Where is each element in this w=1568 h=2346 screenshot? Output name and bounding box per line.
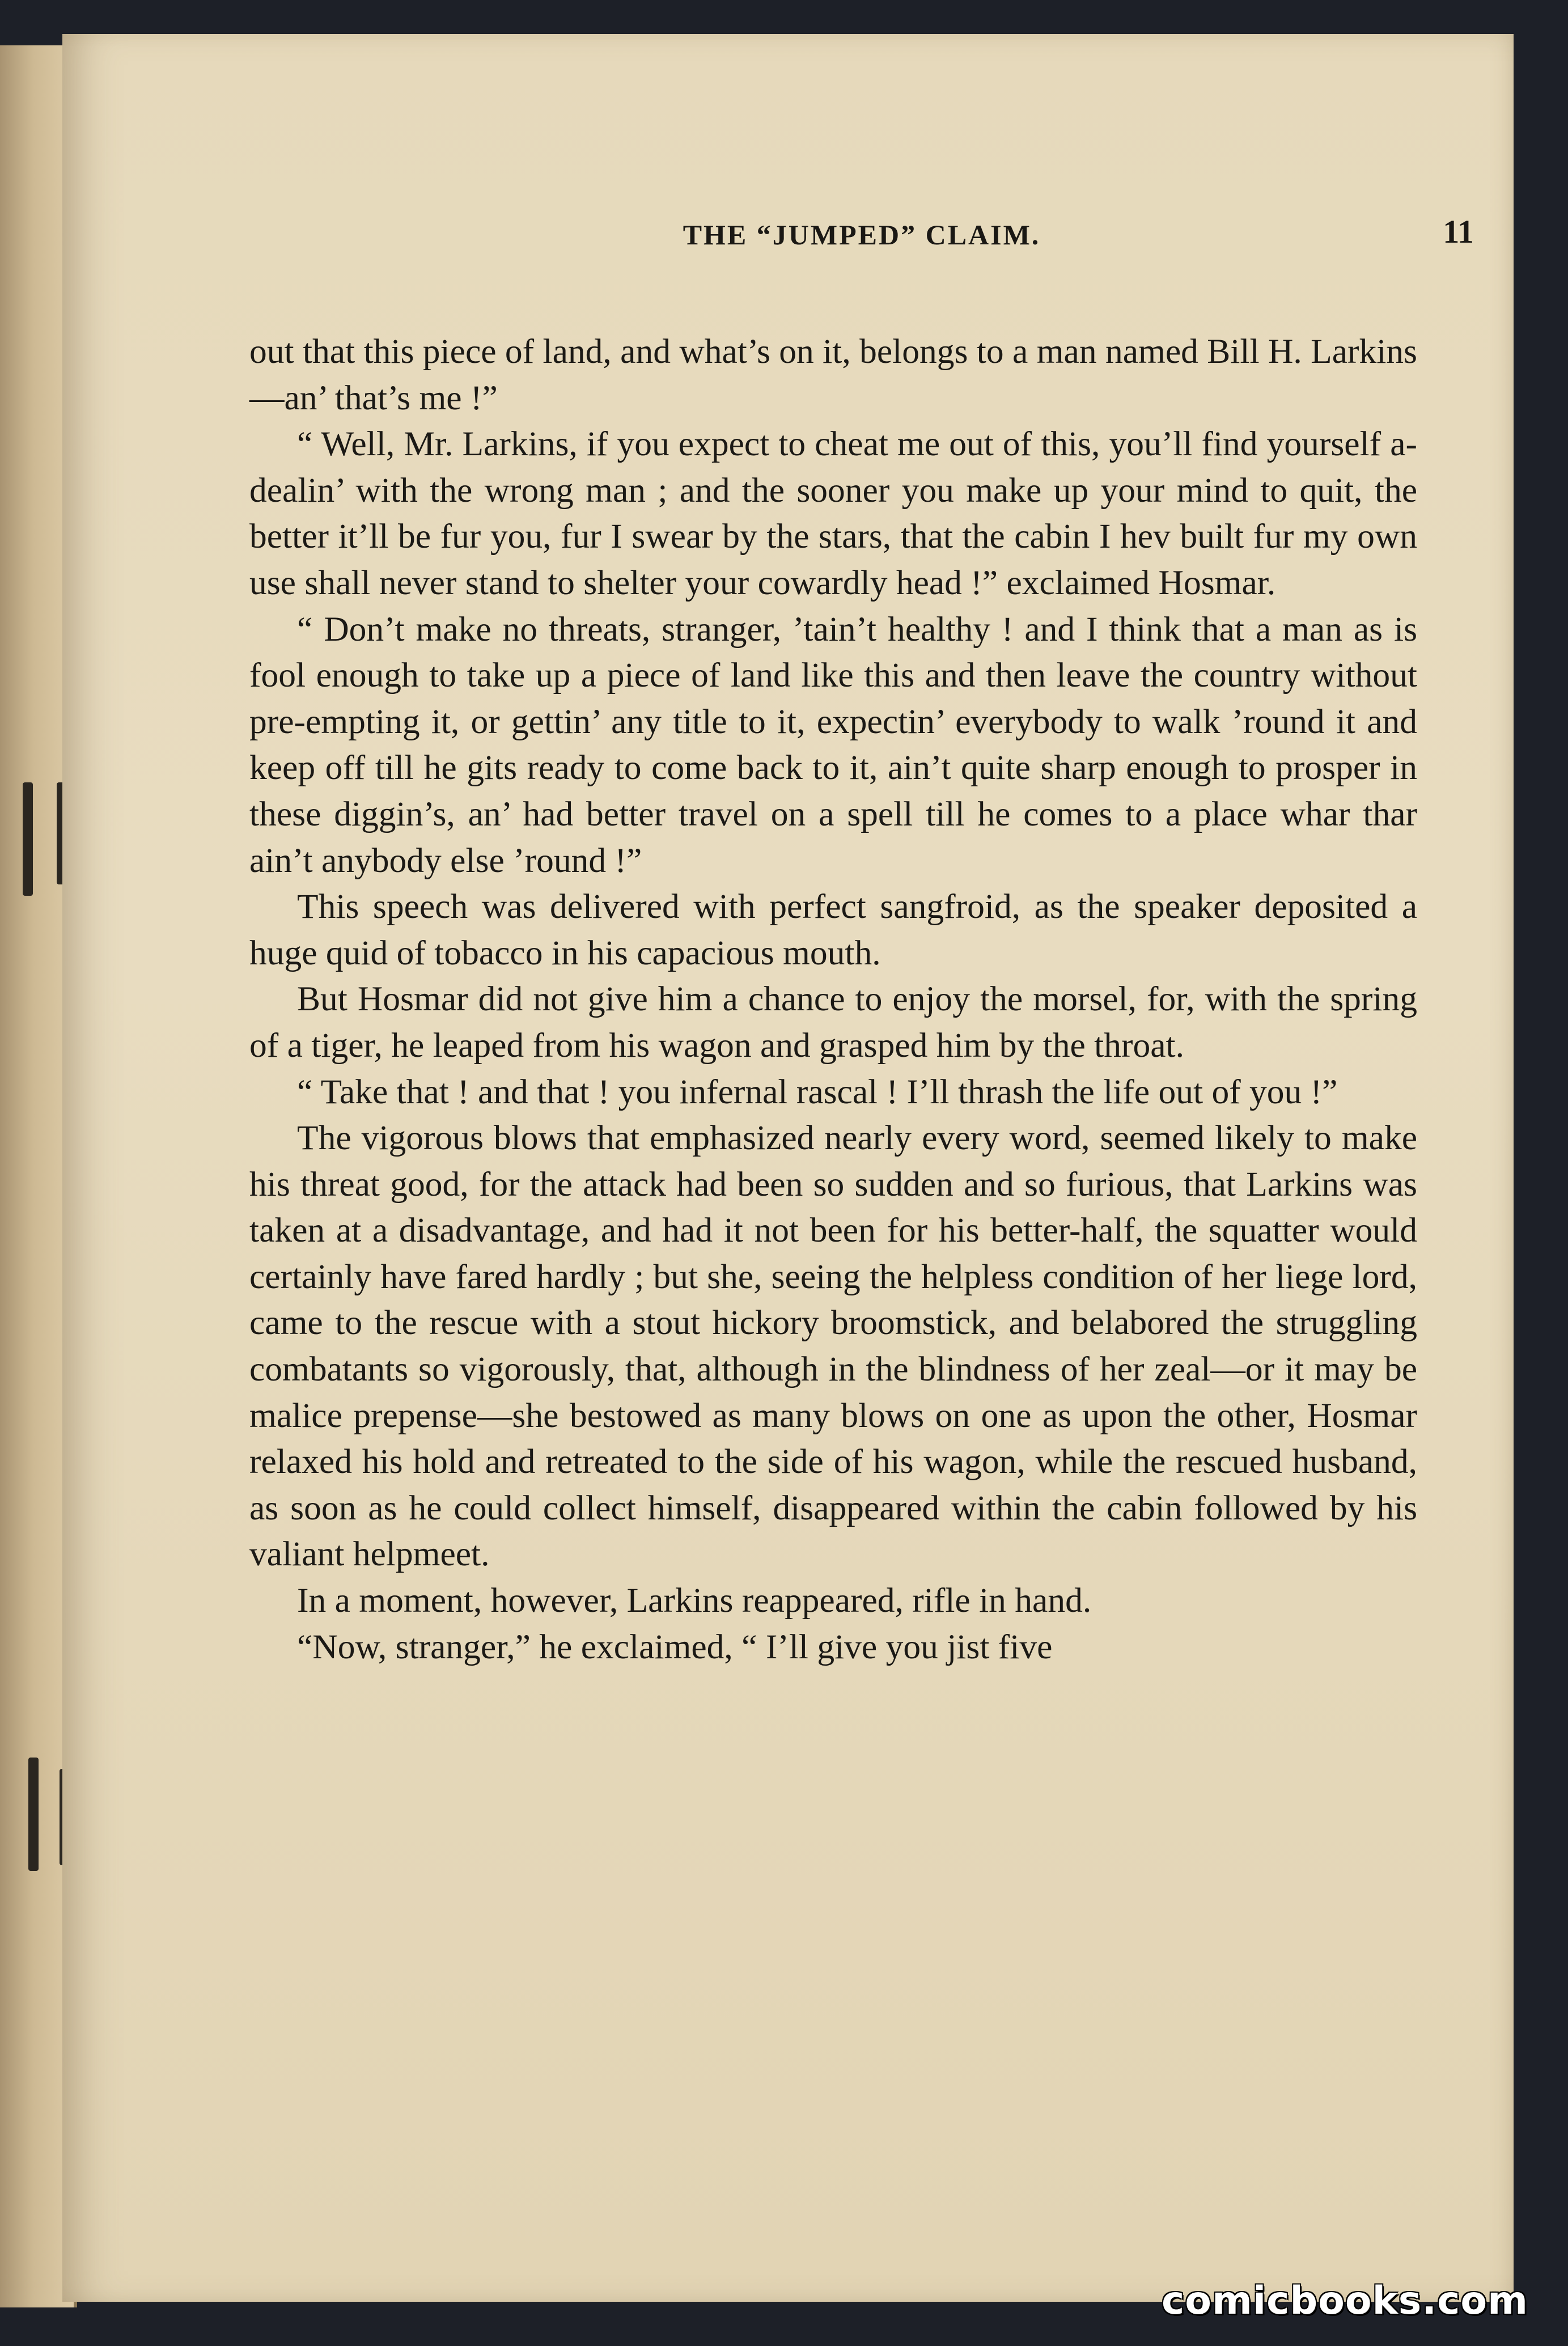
body-text bbox=[249, 329, 1417, 1670]
page-number: 11 bbox=[1443, 213, 1474, 250]
binding-stitch bbox=[28, 1758, 39, 1871]
paragraph: This speech was delivered with perfect sangfroid, as the speaker deposited a huge quid of tobacco in his capacious mouth. bbox=[249, 887, 1417, 972]
paragraph: In a moment, however, Larkins reappeared, rifle in hand. bbox=[297, 1581, 1092, 1620]
running-title: THE “JUMPED” CLAIM. bbox=[683, 219, 1041, 251]
paragraph: The vigorous blows that emphasized nearly every word, seemed likely to make his threat good, for the attack had been so sudden and so furious, that Larkins was taken at a disadvantage, and had it not been for his better-half, the squatter would certainly have fared hardly ; but she, seeing the helpless condition of her liege lord, came to the rescue with a stout hickory broomstick, and belabored the struggling combatants so vigorously, that, although in the blindness of her zeal—or it may be malice prepense—she bestowed as many blows on one as upon the other, Hosmar relaxed his hold and retreated to the side of his wagon, while the rescued husband, as soon as he could collect himself, disappeared within the cabin followed by his valiant helpmeet. bbox=[249, 1119, 1417, 1574]
paragraph: “ Well, Mr. Larkins, if you expect to cheat me out of this, you’ll find yourself a-dealin’ with the wrong man ; and the sooner you make up your mind to quit, the better it’ll be fur you, fur I swear by the stars, that the cabin I hev built fur my own use shall never stand to shelter your cowardly head !” exclaimed Hosmar. bbox=[249, 425, 1417, 602]
paragraph: out that this piece of land, and what’s on it, belongs to a man named Bill H. Larkins—an’ that’s me !” bbox=[249, 332, 1417, 417]
book-page bbox=[62, 34, 1514, 2302]
watermark: comicbooks.com bbox=[1161, 2279, 1528, 2323]
paragraph: But Hosmar did not give him a chance to enjoy the morsel, for, with the spring of a tiger, he leaped from his wagon and grasped him by the throat. bbox=[249, 980, 1417, 1065]
binding-stitch bbox=[23, 782, 33, 896]
paragraph: “Now, stranger,” he exclaimed, “ I’ll give you jist five bbox=[297, 1627, 1053, 1666]
page-header bbox=[249, 213, 1474, 264]
paragraph: “ Take that ! and that ! you infernal rascal ! I’ll thrash the life out of you !” bbox=[297, 1072, 1338, 1111]
paragraph: “ Don’t make no threats, stranger, ’tain’t healthy ! and I think that a man as is fool enough to take up a piece of land like this and then leave the country without pre-empting it, or gettin’ any title to it, expectin’ everybody to walk ’round it and keep off till he gits ready to come back to it, ain’t quite sharp enough to prosper in these diggin’s, an’ had better travel on a spell till he comes to a place whar thar ain’t anybody else ’round !” bbox=[249, 609, 1417, 880]
